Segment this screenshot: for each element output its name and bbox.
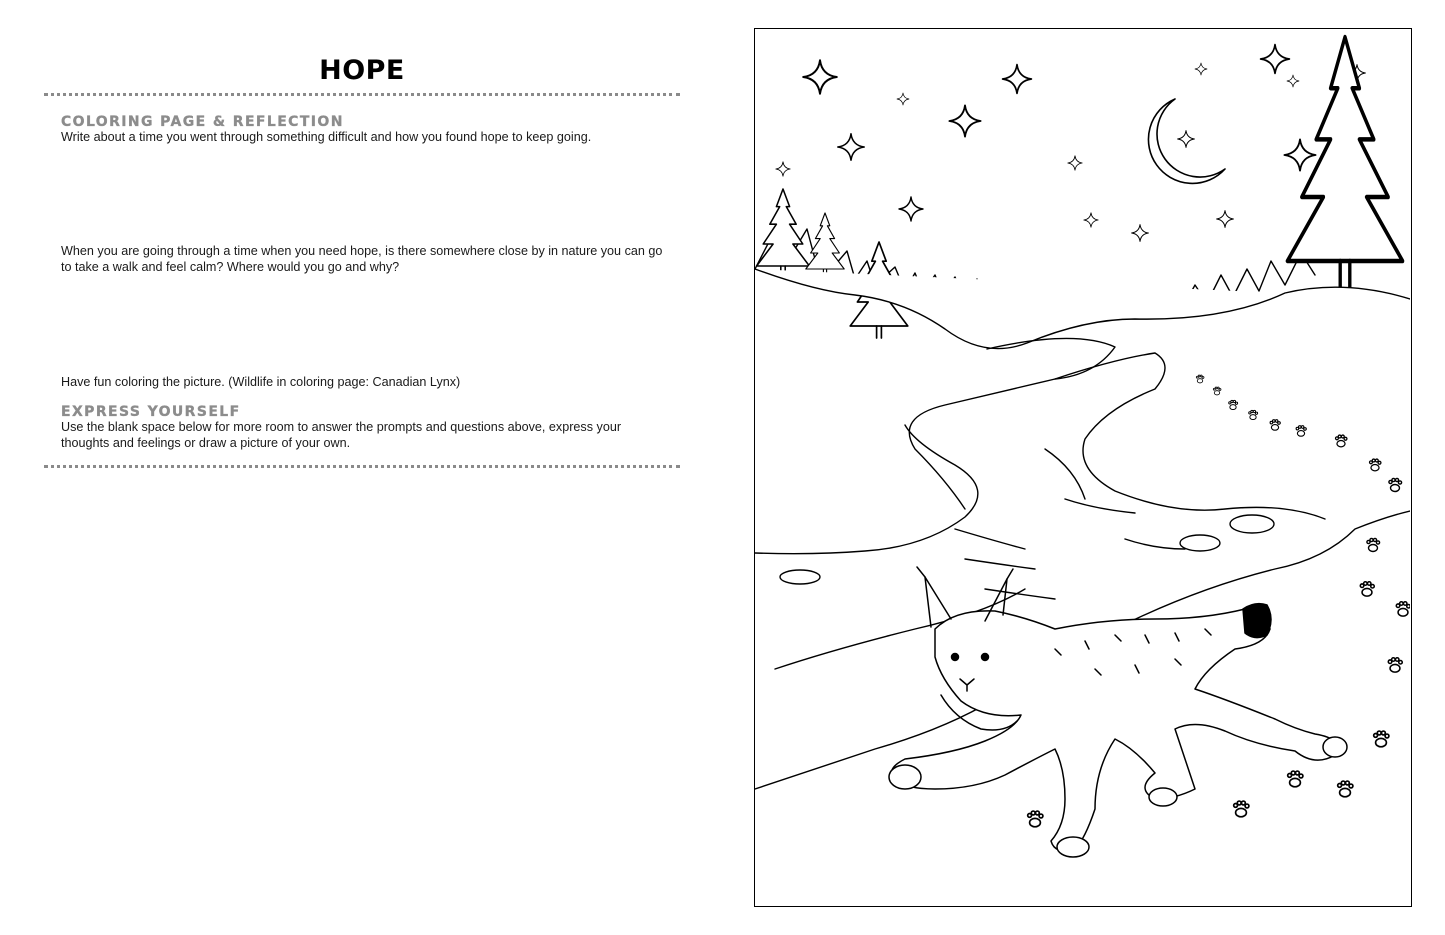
top-divider (44, 93, 680, 96)
coloring-page-illustration (754, 28, 1412, 907)
express-heading: EXPRESS YOURSELF (61, 404, 241, 420)
reflection-prompt-2: When you are going through a time when you need hope, is there somewhere close by in nature you can go to take a walk and feel calm? Where would you go and why? (61, 244, 663, 274)
activity-page (44, 0, 680, 935)
express-text: Use the blank space below for more room to answer the prompts and questions above, express your thoughts and feelings or draw a picture of your own. (61, 420, 622, 450)
star-icon (776, 45, 1366, 287)
lynx-icon (889, 567, 1347, 857)
reflection-heading: COLORING PAGE & REFLECTION (61, 114, 344, 130)
reflection-prompt-3: Have fun coloring the picture. (Wildlife in coloring page: Canadian Lynx) (61, 375, 461, 389)
bottom-divider (44, 465, 680, 468)
reflection-prompt-1: Write about a time you went through something difficult and how you found hope to keep going. (61, 130, 592, 144)
page-title: HOPE (319, 55, 405, 86)
lynx-scene (755, 29, 1410, 905)
